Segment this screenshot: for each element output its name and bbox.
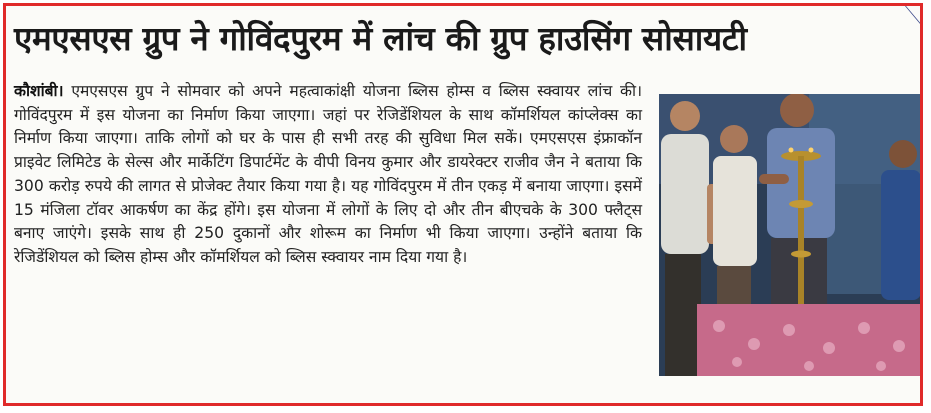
photo-person-middle (713, 156, 757, 266)
lamp-lighting-photo (659, 94, 921, 376)
article-dateline: कौशांबी। (14, 82, 64, 100)
photo-person-left (661, 134, 709, 254)
article-headline: एमएसएस ग्रुप ने गोविंदपुरम में लांच की ग्रुप हाउसिंग सोसायटी (14, 19, 747, 58)
article-body-text: एमएसएस ग्रुप ने सोमवार को अपने महत्वाकांक्षी योजना ब्लिस होम्स व ब्लिस स्क्वायर लांच की। गोविंदपुरम में इस योजना का निर्माण किया जाएगा। जहां पर रेजिडेंशियल के साथ कॉमर्शियल कांप्लेक्स का निर्माण किया जाएगा। ताकि लोगों को घर के पास ही सभी तरह की सुविधा मिल सकें। एमएसएस इंफ्राकॉन प्राइवेट लिमिटेड के सेल्स और मार्केटिंग डिपार्टमेंट के वीपी विनय कुमार और डायरेक्टर राजीव जैन ने बताया कि 300 करोड़ रुपये की लागत से प्रोजेक्ट तैयार किया गया है। यह गोविंदपुरम में तीन एकड़ में बनाया जाएगा। इसमें 15 मंजिला टॉवर आकर्षण का केंद्र होंगे। इस योजना में लोगों के लिए दो और तीन बीएचके के 300 फ्लैट्स बनाए जाएंगे। इसके साथ ही 250 दुकानों और शोरूम का निर्माण भी किया जाएगा। उन्होंने बताया कि रेजिडेंशियल को ब्लिस होम्स और कॉमर्शियल को ब्लिस स्क्वायर नाम दिया गया है। (14, 82, 642, 266)
article-body (14, 80, 642, 270)
photo-person-right (881, 170, 921, 300)
newspaper-clipping (3, 3, 923, 406)
